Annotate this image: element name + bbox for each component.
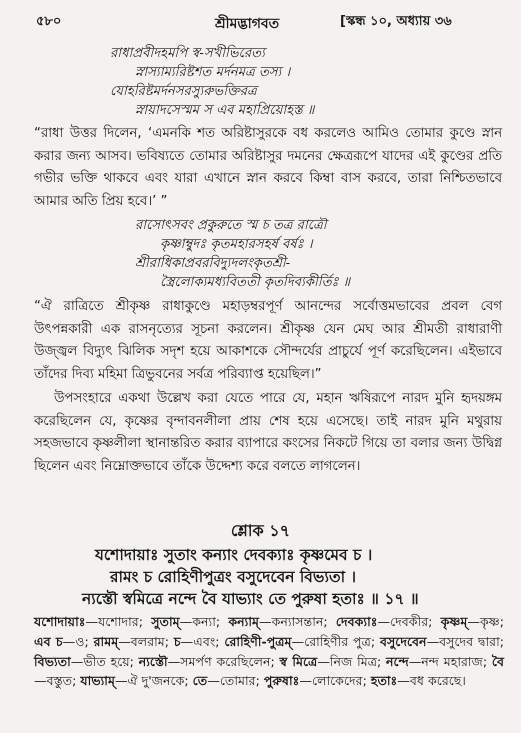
- synonym-word: যশোদায়াঃ: [34, 614, 86, 629]
- verse-line: কৃষ্ণাম্বুদঃ কৃতমহারসহর্ষ বর্ষঃ ।: [160, 237, 313, 252]
- canto-chapter: [স্কন্ধ ১০, অধ্যায় ৩৬: [340, 14, 452, 29]
- synonym-dash: —: [85, 614, 99, 629]
- synonym-dash: —: [467, 614, 480, 629]
- synonym-word: চ: [173, 633, 181, 649]
- synonym-meaning: সমর্পণ করেছিলেন;: [180, 653, 280, 669]
- synonym-dash: —: [167, 653, 181, 669]
- word-for-word-synonyms: [34, 612, 504, 691]
- synonym-word: রোহিণী-পুত্রম্: [224, 633, 292, 649]
- sloka-heading: শ্লোক ১৭: [230, 521, 291, 540]
- verse-line: রাসোৎসবং প্রকুরুতে স্ম চ তত্র রাত্রৌ: [135, 218, 327, 233]
- synonym-meaning: বস্তুত;: [46, 673, 81, 689]
- synonym-dash: —: [114, 673, 128, 689]
- synonym-word: দেবক্যাঃ: [335, 614, 378, 629]
- sloka-line: যশোদায়াঃ সুতাং কন্যাং দেবক্যাঃ কৃষ্ণমেব চ ।: [95, 546, 373, 564]
- synonym-meaning: এবং;: [193, 633, 225, 649]
- translation-paragraph: “ঐ রাত্রিতে শ্রীকৃষ্ণ রাধাকুণ্ডে মহাড়ম্বরপূর্ণ আনন্দের সর্বোত্তমভাবের প্রবল বেগ উৎপন্নকারী এক রাসনৃত্যের সূচনা করলেন। শ্রীকৃষ্ণ যেন মেঘ আর শ্রীমতী রাধারাণী উজ্জ্বল বিদ্যুৎ ঝিলিক সদৃশ হয়ে আকাশকে সৌন্দর্যের প্রাচুর্যে পূর্ণ করেছিলেন। এইভাবে তাঁদের দিব্য মহিমা ত্রিভুবনের সর্বত্র পরিব্যাপ্ত হয়েছিল।”: [34, 299, 502, 382]
- translation-paragraph: “রাধা উত্তর দিলেন, ‘এমনকি শত অরিষ্টাসুরকে বধ করলেও আমিও তোমার কুণ্ডে স্নান করার জন্য আসব। ভবিষ্যতে তোমার অরিষ্টাসুর দমনের ক্ষেত্ররূপে যাদের এই কুণ্ডের প্রতি গভীর ভক্তি থাকবে এবং যারা এখানে স্নান করবে কিম্বা বাস করবে, তারা নিশ্চিতভাবে আমার অতি প্রিয় হবে।’ ”: [34, 126, 502, 209]
- synonym-word: সুতাম্: [151, 614, 180, 629]
- synonym-meaning: কৃষ্ণ;: [480, 614, 504, 629]
- synonym-meaning: বধ করেছে।: [409, 673, 466, 689]
- synonym-meaning: ভীত হয়ে;: [83, 653, 139, 669]
- synonym-meaning: নন্দ মহারাজ;: [421, 653, 492, 669]
- commentary-paragraph: উপসংহারে একথা উল্লেখ করা যেতে পারে যে, মহান ঋষিরূপে নারদ মুনি হৃদয়ঙ্গম করেছিলেন যে, কৃষ্ণের বৃন্দাবনলীলা প্রায় শেষ হয়ে এসেছে। তাই নারদ মুনি মথুরায় সহজভাবে কৃষ্ণলীলা স্থানান্তরিত করার ব্যাপারে কংসের নিকটে গিয়ে তা বলার জন্য উদ্বিগ্ন ছিলেন এবং নিম্নোক্তভাবে তাঁকে উদ্দেশ্য করে বলতে লাগলেন।: [34, 391, 502, 474]
- synonym-word: পুরুষাঃ: [263, 673, 300, 689]
- synonym-dash: —: [291, 633, 305, 649]
- synonym-word: নন্দে: [386, 653, 409, 669]
- synonym-word: কন্যাম্: [228, 614, 259, 629]
- synonym-dash: —: [377, 614, 391, 629]
- synonym-word: তে: [192, 673, 208, 689]
- synonym-meaning: রোহিণীর পুত্র;: [304, 633, 380, 649]
- synonym-meaning: ও;: [75, 633, 94, 649]
- synonym-word: এব চ: [34, 633, 63, 649]
- synonym-dash: —: [397, 673, 410, 689]
- sloka-line: রামং চ রোহিণীপুত্রং বসুদেবেন বিভ্যতা ।: [110, 568, 357, 586]
- synonym-meaning: বলরাম;: [130, 633, 174, 649]
- synonym-dash: —: [70, 653, 84, 669]
- synonym-dash: —: [258, 614, 272, 629]
- synonym-dash: —: [299, 673, 312, 689]
- synonym-word: যাভ্যাম্: [80, 673, 115, 689]
- synonym-meaning: নিজ মিত্র;: [329, 653, 386, 669]
- synonym-meaning: বসুদেব দ্বারা;: [439, 633, 504, 649]
- verse-line: স্ত্রৈলোক্যমধ্যবিততী কৃতদিব্যকীর্তিঃ ॥: [160, 275, 351, 290]
- synonym-meaning: তোমার;: [219, 673, 264, 689]
- synonym-meaning: ঐ দু'জনকে;: [127, 673, 193, 689]
- synonym-dash: —: [34, 673, 47, 689]
- synonym-meaning: লোকেদের;: [311, 673, 371, 689]
- sloka-line: ন্যস্তৌ স্বমিত্রে নন্দে বৈ যাভ্যাং তে পুরুষা হতাঃ ॥ ১৭ ॥: [82, 590, 419, 608]
- synonym-word: স্ব মিত্রে: [279, 653, 318, 669]
- synonym-dash: —: [426, 633, 440, 649]
- synonym-dash: —: [62, 633, 76, 649]
- synonym-dash: —: [317, 653, 330, 669]
- verse-line: শ্রীরাধিকাপ্রবরবিদ্যুদলংকৃতশ্রী-: [135, 256, 291, 271]
- synonym-dash: —: [180, 633, 194, 649]
- synonym-word: কৃষ্ণম্: [440, 614, 468, 629]
- synonym-dash: —: [408, 653, 422, 669]
- synonym-word: রামম্: [93, 633, 119, 649]
- synonym-meaning: দেবকীর;: [390, 614, 441, 629]
- synonym-dash: —: [179, 614, 193, 629]
- synonym-word: হতাঃ: [370, 673, 398, 689]
- synonym-meaning: যশোদার;: [98, 614, 152, 629]
- verse-line: যোহরিষ্টমর্দনসরস্যুরুভক্তিরত্র: [110, 84, 257, 99]
- verse-line: স্নায়াদসেস্মম স এব মহাপ্রিয়োহস্ত ॥: [135, 103, 315, 118]
- synonym-word: বসুদেবেন: [379, 633, 427, 649]
- page-title: শ্রীমদ্ভাগবত: [215, 16, 280, 32]
- synonym-dash: —: [118, 633, 131, 649]
- synonym-dash: —: [207, 673, 220, 689]
- synonym-meaning: কন্যা;: [192, 614, 229, 629]
- verse-line: রাধাপ্রবীদহমপি স্ব-সখীভিরেত্য: [110, 46, 265, 61]
- verse-line: স্নাস্যাম্যরিষ্টশত মর্দনমত্র তস্য ।: [135, 65, 291, 80]
- synonym-word: ন্যস্তৌ: [138, 653, 168, 669]
- synonym-meaning: কন্যাসন্তান;: [271, 614, 336, 629]
- synonym-word: বৈ: [491, 653, 504, 669]
- page-number: ৫৮০: [36, 14, 62, 29]
- synonym-word: বিভ্যতা: [34, 653, 71, 669]
